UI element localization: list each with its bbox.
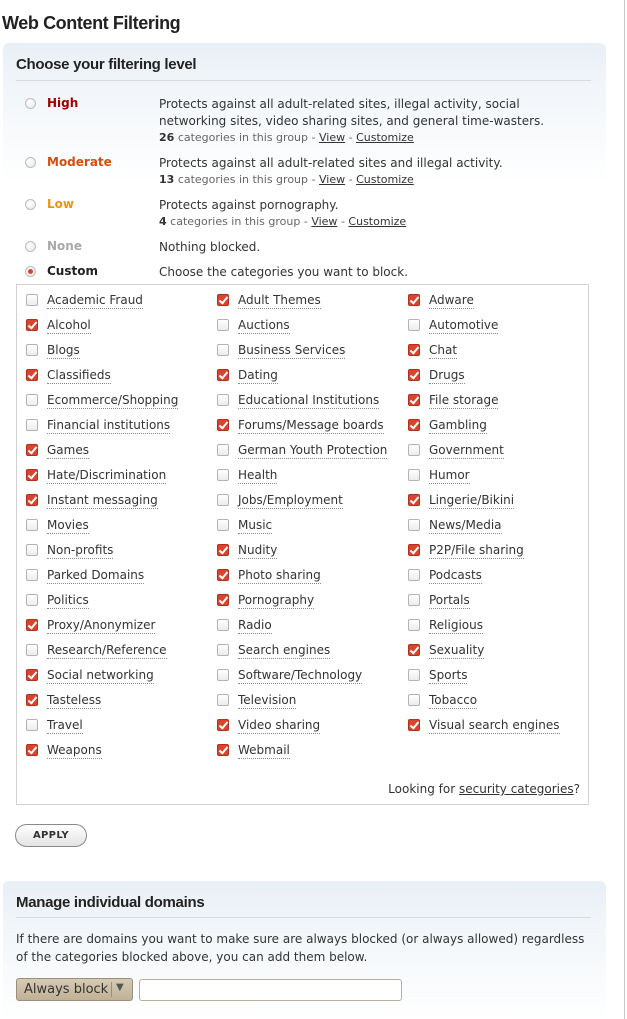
category-label[interactable]: Blogs bbox=[47, 343, 80, 357]
level-description-none: Nothing blocked. bbox=[159, 240, 261, 254]
category-label[interactable]: Jobs/Employment bbox=[238, 493, 343, 507]
category-checkbox[interactable] bbox=[408, 369, 420, 381]
category-label[interactable]: Gambling bbox=[429, 418, 487, 432]
level-count-text-moderate: categories in this group - bbox=[177, 173, 316, 186]
category-checkbox[interactable] bbox=[217, 744, 229, 756]
category-label[interactable]: Business Services bbox=[238, 343, 346, 357]
domains-divider bbox=[16, 917, 591, 918]
level-description-moderate: Protects against all adult-related sites and illegal activity. bbox=[159, 156, 503, 170]
category-label[interactable]: Radio bbox=[238, 618, 272, 632]
radio-low[interactable] bbox=[25, 199, 36, 210]
category-checkbox[interactable] bbox=[408, 394, 420, 406]
category-label[interactable]: Ecommerce/Shopping bbox=[47, 393, 179, 407]
filtering-panel bbox=[3, 43, 606, 883]
category-checkbox[interactable] bbox=[26, 419, 38, 431]
radio-custom[interactable] bbox=[25, 266, 36, 277]
category-label[interactable]: Lingerie/Bikini bbox=[429, 493, 515, 507]
category-label[interactable]: Forums/Message boards bbox=[238, 418, 384, 432]
category-label[interactable]: Automotive bbox=[429, 318, 499, 332]
domains-panel bbox=[3, 881, 606, 1019]
security-prefix: Looking for bbox=[388, 782, 456, 796]
category-checkbox[interactable] bbox=[217, 544, 229, 556]
category-checkbox[interactable] bbox=[217, 694, 229, 706]
level-description-low: Protects against pornography. bbox=[159, 198, 339, 212]
category-checkbox[interactable] bbox=[26, 369, 38, 381]
category-label[interactable]: Portals bbox=[429, 593, 470, 607]
category-checkbox[interactable] bbox=[217, 644, 229, 656]
level-name-moderate[interactable]: Moderate bbox=[47, 155, 112, 169]
category-label[interactable]: Adware bbox=[429, 293, 474, 307]
category-checkbox[interactable] bbox=[408, 419, 420, 431]
category-label[interactable]: Tobacco bbox=[429, 693, 478, 707]
page-title: Web Content Filtering bbox=[2, 13, 181, 33]
category-checkbox[interactable] bbox=[217, 319, 229, 331]
category-label[interactable]: Research/Reference bbox=[47, 643, 167, 657]
meta-sep-low: - bbox=[340, 215, 345, 228]
security-categories-note bbox=[388, 782, 580, 796]
domain-input[interactable] bbox=[139, 979, 402, 1001]
chevron-down-icon: ▼ bbox=[116, 982, 124, 993]
category-checkbox[interactable] bbox=[26, 619, 38, 631]
level-name-none[interactable]: None bbox=[47, 239, 82, 253]
category-label[interactable]: German Youth Protection bbox=[238, 443, 388, 457]
category-checkbox[interactable] bbox=[26, 494, 38, 506]
domain-mode-select[interactable] bbox=[16, 978, 133, 1001]
category-label[interactable]: Sexuality bbox=[429, 643, 485, 657]
customize-link-high[interactable]: Customize bbox=[356, 131, 414, 144]
category-label[interactable]: Alcohol bbox=[47, 318, 91, 332]
category-checkbox[interactable] bbox=[26, 669, 38, 681]
level-description-high: Protects against all adult-related sites, illegal activity, social networking sites, video sharing sites, and general time-wasters. bbox=[159, 97, 545, 128]
category-checkbox[interactable] bbox=[217, 619, 229, 631]
category-checkbox[interactable] bbox=[217, 494, 229, 506]
domains-heading: Manage individual domains bbox=[16, 894, 205, 911]
category-label[interactable]: Educational Institutions bbox=[238, 393, 380, 407]
category-list bbox=[16, 284, 589, 805]
category-checkbox[interactable] bbox=[26, 319, 38, 331]
level-meta-moderate bbox=[159, 173, 414, 186]
category-checkbox[interactable] bbox=[217, 569, 229, 581]
category-label[interactable]: Dating bbox=[238, 368, 278, 382]
category-checkbox[interactable] bbox=[217, 394, 229, 406]
category-checkbox[interactable] bbox=[26, 519, 38, 531]
category-checkbox[interactable] bbox=[26, 594, 38, 606]
domains-description: If there are domains you want to make sure are always blocked (or always allowed) regardless of the categories blocked above, you can add them below. bbox=[16, 932, 585, 964]
customize-link-moderate[interactable]: Customize bbox=[356, 173, 414, 186]
category-label[interactable]: Movies bbox=[47, 518, 89, 532]
level-count-high: 26 bbox=[159, 131, 175, 144]
category-checkbox[interactable] bbox=[217, 594, 229, 606]
level-count-text-high: categories in this group - bbox=[177, 131, 316, 144]
category-label[interactable]: Television bbox=[238, 693, 297, 707]
category-checkbox[interactable] bbox=[26, 544, 38, 556]
category-checkbox[interactable] bbox=[408, 294, 420, 306]
category-label[interactable]: File storage bbox=[429, 393, 499, 407]
category-checkbox[interactable] bbox=[408, 719, 420, 731]
level-name-custom[interactable]: Custom bbox=[47, 264, 98, 278]
category-checkbox[interactable] bbox=[26, 344, 38, 356]
category-label[interactable]: Drugs bbox=[429, 368, 465, 382]
category-checkbox[interactable] bbox=[217, 719, 229, 731]
level-meta-low bbox=[159, 215, 406, 228]
security-categories-link[interactable]: security categories bbox=[458, 782, 574, 796]
apply-button[interactable]: APPLY bbox=[15, 824, 87, 847]
category-checkbox[interactable] bbox=[408, 544, 420, 556]
category-label[interactable]: Software/Technology bbox=[238, 668, 363, 682]
category-label[interactable]: Pornography bbox=[238, 593, 315, 607]
category-label[interactable]: Non-profits bbox=[47, 543, 114, 557]
meta-sep-moderate: - bbox=[348, 173, 353, 186]
category-checkbox[interactable] bbox=[217, 444, 229, 456]
category-label[interactable]: Weapons bbox=[47, 743, 102, 757]
category-label[interactable]: Visual search engines bbox=[429, 718, 560, 732]
category-checkbox[interactable] bbox=[408, 319, 420, 331]
category-label[interactable]: Adult Themes bbox=[238, 293, 321, 307]
category-checkbox[interactable] bbox=[26, 294, 38, 306]
category-label[interactable]: Proxy/Anonymizer bbox=[47, 618, 156, 632]
category-checkbox[interactable] bbox=[408, 519, 420, 531]
category-label[interactable]: Social networking bbox=[47, 668, 154, 682]
category-label[interactable]: Video sharing bbox=[238, 718, 321, 732]
category-checkbox[interactable] bbox=[217, 344, 229, 356]
category-label[interactable]: Tasteless bbox=[47, 693, 102, 707]
level-description-custom: Choose the categories you want to block. bbox=[159, 265, 409, 279]
category-checkbox[interactable] bbox=[408, 669, 420, 681]
category-label[interactable]: Podcasts bbox=[429, 568, 482, 582]
category-checkbox[interactable] bbox=[26, 569, 38, 581]
category-label[interactable]: News/Media bbox=[429, 518, 502, 532]
category-checkbox[interactable] bbox=[26, 719, 38, 731]
category-checkbox[interactable] bbox=[217, 469, 229, 481]
category-checkbox[interactable] bbox=[26, 394, 38, 406]
category-checkbox[interactable] bbox=[408, 594, 420, 606]
category-label[interactable]: Travel bbox=[47, 718, 83, 732]
category-checkbox[interactable] bbox=[408, 694, 420, 706]
page-right-border bbox=[624, 0, 625, 1019]
category-label[interactable]: Hate/Discrimination bbox=[47, 468, 167, 482]
filtering-heading: Choose your filtering level bbox=[16, 56, 197, 73]
category-label[interactable]: Health bbox=[238, 468, 278, 482]
category-checkbox[interactable] bbox=[217, 419, 229, 431]
radio-moderate[interactable] bbox=[25, 157, 36, 168]
category-checkbox[interactable] bbox=[26, 694, 38, 706]
category-label[interactable]: Government bbox=[429, 443, 504, 457]
view-link-low[interactable]: View bbox=[311, 215, 338, 228]
category-checkbox[interactable] bbox=[408, 569, 420, 581]
radio-high[interactable] bbox=[25, 98, 36, 109]
category-label[interactable]: Chat bbox=[429, 343, 458, 357]
level-count-moderate: 13 bbox=[159, 173, 175, 186]
category-checkbox[interactable] bbox=[408, 644, 420, 656]
category-label[interactable]: Photo sharing bbox=[238, 568, 321, 582]
security-suffix: ? bbox=[573, 782, 580, 796]
category-checkbox[interactable] bbox=[217, 519, 229, 531]
level-count-low: 4 bbox=[159, 215, 167, 228]
category-checkbox[interactable] bbox=[408, 469, 420, 481]
meta-sep-high: - bbox=[348, 131, 353, 144]
domain-mode-value: Always block bbox=[24, 982, 109, 997]
category-label[interactable]: Religious bbox=[429, 618, 483, 632]
category-checkbox[interactable] bbox=[26, 744, 38, 756]
category-checkbox[interactable] bbox=[408, 494, 420, 506]
view-link-moderate[interactable]: View bbox=[318, 173, 346, 186]
view-link-high[interactable]: View bbox=[318, 131, 346, 144]
category-checkbox[interactable] bbox=[408, 619, 420, 631]
category-label[interactable]: Auctions bbox=[238, 318, 290, 332]
category-label[interactable]: Nudity bbox=[238, 543, 278, 557]
category-label[interactable]: Financial institutions bbox=[47, 418, 171, 432]
select-divider bbox=[111, 982, 112, 997]
category-label[interactable]: Academic Fraud bbox=[47, 293, 143, 307]
level-meta-high bbox=[159, 131, 414, 144]
category-label[interactable]: Humor bbox=[429, 468, 470, 482]
category-checkbox[interactable] bbox=[26, 469, 38, 481]
category-label[interactable]: Webmail bbox=[238, 743, 290, 757]
category-label[interactable]: Games bbox=[47, 443, 89, 457]
level-count-text-low: categories in this group - bbox=[170, 215, 308, 228]
category-checkbox[interactable] bbox=[26, 444, 38, 456]
radio-none[interactable] bbox=[25, 241, 36, 252]
heading-divider bbox=[16, 80, 591, 81]
category-checkbox[interactable] bbox=[408, 344, 420, 356]
level-name-low[interactable]: Low bbox=[47, 197, 74, 211]
category-checkbox[interactable] bbox=[217, 369, 229, 381]
category-checkbox[interactable] bbox=[408, 444, 420, 456]
category-label[interactable]: Classifieds bbox=[47, 368, 111, 382]
category-checkbox[interactable] bbox=[26, 644, 38, 656]
category-label[interactable]: Parked Domains bbox=[47, 568, 145, 582]
category-checkbox[interactable] bbox=[217, 294, 229, 306]
customize-link-low[interactable]: Customize bbox=[348, 215, 407, 228]
category-label[interactable]: P2P/File sharing bbox=[429, 543, 524, 557]
category-label[interactable]: Search engines bbox=[238, 643, 331, 657]
category-label[interactable]: Music bbox=[238, 518, 273, 532]
category-label[interactable]: Sports bbox=[429, 668, 468, 682]
category-label[interactable]: Instant messaging bbox=[47, 493, 158, 507]
level-name-high[interactable]: High bbox=[47, 96, 79, 110]
category-checkbox[interactable] bbox=[217, 669, 229, 681]
category-label[interactable]: Politics bbox=[47, 593, 89, 607]
